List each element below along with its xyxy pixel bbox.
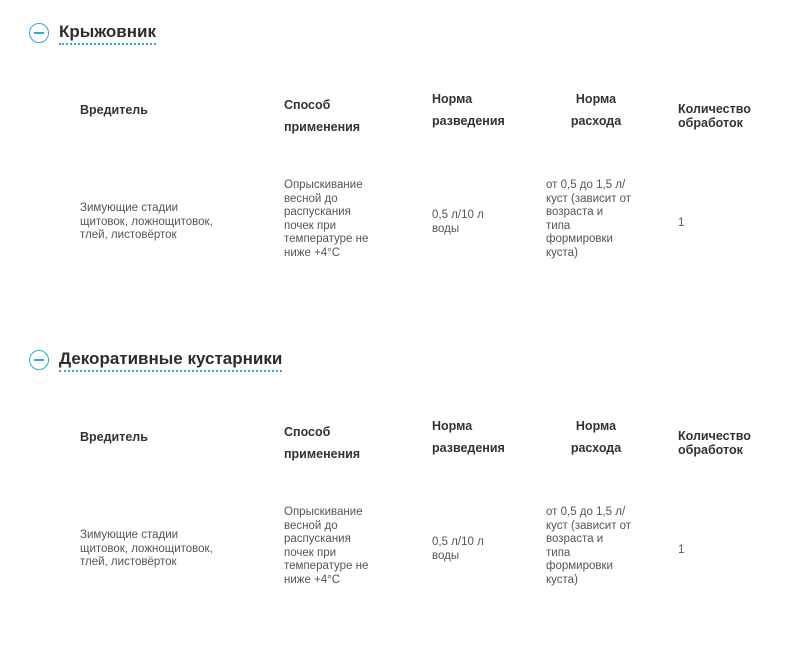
cell-count: 1	[678, 544, 685, 556]
cell-dilution: 0,5 л/10 л воды	[432, 536, 484, 562]
cell-count: 1	[678, 217, 685, 229]
section-title[interactable]: Крыжовник	[59, 22, 156, 45]
header-count: Количество обработок	[678, 102, 751, 130]
cell-pest: Зимующие стадии щитовок, ложнощитовок, тлей, листовёрток	[80, 202, 213, 241]
cell-pest: Зимующие стадии щитовок, ложнощитовок, тлей, листовёрток	[80, 529, 213, 568]
header-consumption: Норма расхода	[570, 92, 622, 128]
section-gooseberry	[0, 20, 800, 280]
cell-dilution: 0,5 л/10 л воды	[432, 209, 484, 235]
section-header[interactable]	[29, 20, 156, 46]
header-dilution: Норма разведения	[432, 419, 505, 455]
cell-consumption: от 0,5 до 1,5 л/ куст (зависит от возраста и типа формировки куста)	[546, 179, 632, 259]
header-pest: Вредитель	[80, 103, 148, 117]
cell-method: Опрыскивание весной до распускания почек при температуре не ниже +4°С	[284, 179, 369, 259]
header-pest: Вредитель	[80, 430, 148, 444]
header-consumption: Норма расхода	[570, 419, 622, 455]
header-dilution: Норма разведения	[432, 92, 505, 128]
minus-circle-icon[interactable]	[29, 350, 49, 370]
section-title[interactable]: Декоративные кустарники	[59, 349, 282, 372]
cell-method: Опрыскивание весной до распускания почек при температуре не ниже +4°С	[284, 506, 369, 586]
section-ornamental-shrubs	[0, 347, 800, 607]
section-header[interactable]	[29, 347, 282, 373]
cell-consumption: от 0,5 до 1,5 л/ куст (зависит от возраста и типа формировки куста)	[546, 506, 632, 586]
header-method: Способ применения	[284, 425, 361, 461]
minus-circle-icon[interactable]	[29, 23, 49, 43]
header-count: Количество обработок	[678, 429, 751, 457]
header-method: Способ применения	[284, 98, 361, 134]
